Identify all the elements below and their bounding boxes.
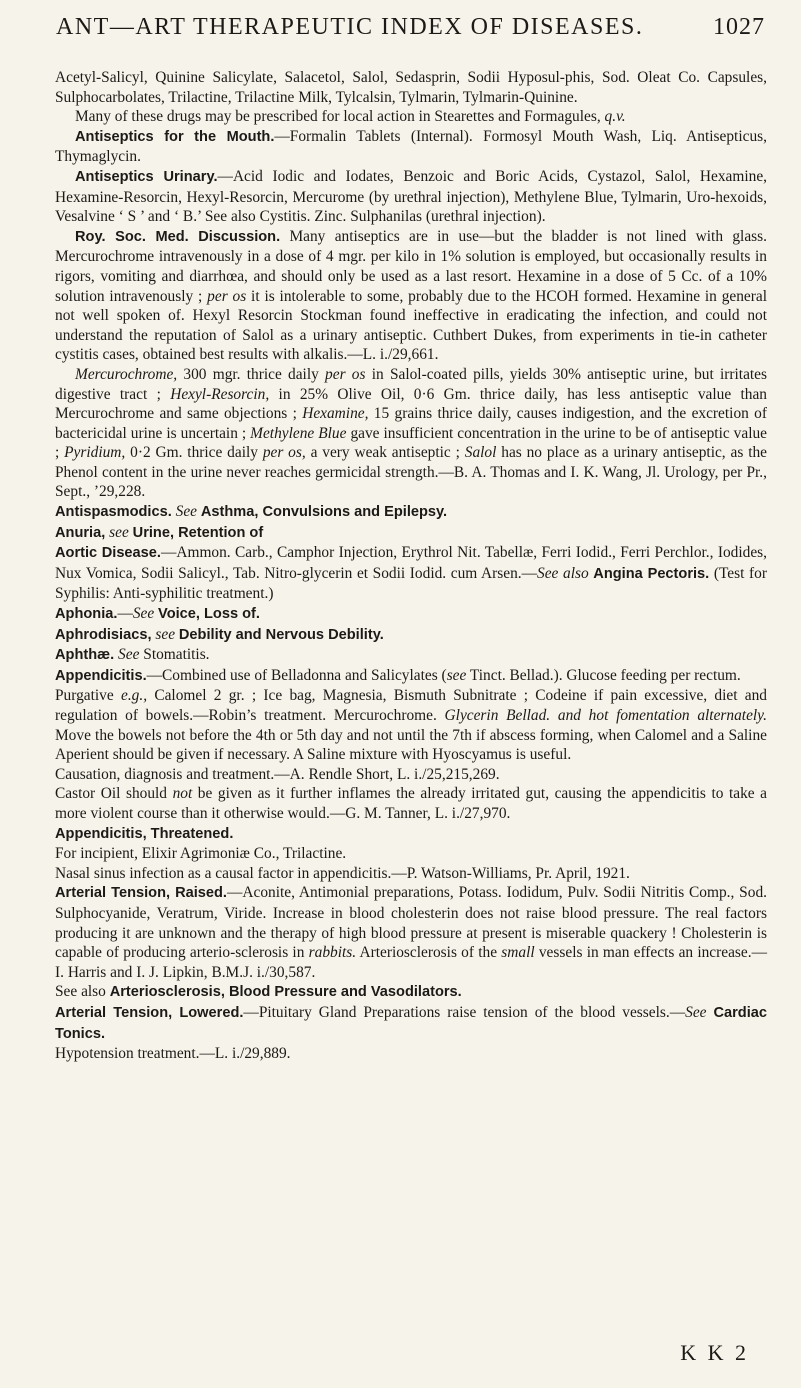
italic-text: See also — [537, 564, 589, 582]
index-headword: Debility and Nervous Debility. — [178, 626, 384, 643]
italic-text: Hexamine, — [302, 405, 369, 423]
italic-text: e.g., — [120, 687, 148, 705]
text-run: Purgative — [55, 687, 121, 705]
italic-text: See — [175, 503, 197, 521]
index-headword: Appendicitis. — [55, 667, 147, 684]
italic-text: per os, — [262, 444, 306, 462]
text-run: (Test for Syphilis: Anti-syphilitic treatment.) — [55, 564, 767, 603]
italic-text: Mercurochrome, — [75, 365, 178, 383]
paragraph — [55, 1044, 767, 1064]
text-run: See also — [55, 983, 110, 1001]
italic-text: small — [501, 944, 535, 962]
index-headword: Aortic Disease. — [55, 545, 161, 562]
text-run: Stomatitis. — [139, 646, 210, 664]
italic-text: Salol — [464, 444, 497, 462]
text-run: 15 grains thrice daily, causes indigestion, and the excretion of bactericidal urine is uncertain ; — [55, 405, 767, 442]
paragraph — [55, 543, 767, 604]
paragraph — [55, 686, 767, 764]
body-text — [55, 68, 767, 1064]
italic-text: not — [172, 785, 193, 803]
index-headword: Roy. Soc. Med. Discussion. — [75, 228, 281, 245]
italic-text: See — [118, 646, 140, 664]
paragraph — [55, 523, 767, 544]
text-run: Calomel 2 gr. ; Ice bag, Magnesia, Bismuth Subnitrate ; Codeine if pain excessive, diet and regulation of bowels.—Robin’s treatment. Mercurochrome. — [55, 687, 767, 724]
text-run: For incipient, Elixir Agrimoniæ Co., Trilactine. — [55, 845, 347, 863]
text-run: —Combined use of Belladonna and Salicylates ( — [146, 666, 447, 684]
index-headword: Arterial Tension, Lowered. — [55, 1004, 244, 1021]
text-run: — — [117, 605, 133, 623]
index-headword: Urine, Retention of — [132, 524, 264, 541]
index-headword: Aphthæ. — [55, 647, 115, 664]
signature-mark: K K 2 — [680, 1340, 749, 1365]
paragraph — [55, 604, 767, 625]
italic-text: See — [132, 605, 155, 623]
paragraph — [55, 625, 767, 646]
paragraph — [55, 127, 767, 167]
text-run: it is intolerable to some, probably due to the HCOH formed. Hexamine in general not well spoken of. Hexyl Resorcin Stockman found ineffective in eradicating the infection, and could not understand the reputation of Salol as a urinary antiseptic. Cuthbert Dukes, from experiments in tie-in catheter cystitis cases, obtained best results with alkalis.—L. i./29,661. — [55, 287, 767, 364]
index-headword: Arterial Tension, Raised. — [55, 885, 227, 902]
text-run: Tinct. Bellad.). Glucose feeding per rectum. — [466, 666, 741, 684]
index-headword: Aphonia. — [55, 606, 118, 623]
italic-text: Glycerin Bellad. and hot fomentation alternately. — [444, 707, 768, 724]
text-run: Acetyl-Salicyl, Quinine Salicylate, Salacetol, Salol, Sedasprin, Sodii Hyposul-phis, Sod. Oleat Co. Capsules, Sulphocarbolates, Trilactine, Trilactine Milk, Tylcalsin, Tylmarin, Tylmarin-Quinine. — [55, 69, 767, 106]
text-run: Castor Oil should — [55, 785, 173, 803]
text-run: in Salol-coated pills, yields 30% antiseptic urine, but irritates digestive tract ; — [55, 365, 767, 403]
paragraph — [55, 784, 767, 823]
italic-text: q.v. — [604, 108, 626, 126]
index-headword: Cardiac Tonics. — [55, 1004, 767, 1042]
text-run: Move the bowels not before the 4th or 5th day and not until the 7th if abscess forming, when Calomel and a Saline Aperient should be given if necessary. A Saline mixture with Hyoscyamus is useful. — [55, 726, 767, 764]
text-run: Causation, diagnosis and treatment.—A. Rendle Short, L. i./25,215,269. — [55, 765, 500, 783]
paragraph — [55, 1003, 767, 1044]
italic-text: See — [685, 1003, 707, 1021]
italic-text: per os — [207, 287, 247, 305]
paragraph — [55, 645, 767, 666]
italic-text: Methylene Blue — [250, 424, 347, 442]
text-run: —Aconite, Antimonial preparations, Potass. Iodidum, Pulv. Sodii Nitritis Comp., Sod. Sulphocyanide, Veratrum, Viride. Increase in blood cholesterin does not raise blood pressure. The real factors producing it are unknown and the therapy of high blood pressure at present is miserable quackery ! Cholesterin is capable of producing arterio-sclerosis in — [55, 884, 767, 962]
text-run: Arteriosclerosis of the — [356, 944, 502, 962]
paragraph — [55, 365, 767, 502]
italic-text: see — [155, 625, 176, 643]
paragraph — [55, 864, 767, 884]
paragraph — [55, 844, 767, 864]
index-headword: Angina Pectoris. — [593, 565, 710, 582]
paragraph — [55, 68, 767, 107]
text-run: a very weak antiseptic ; — [305, 444, 465, 462]
italic-text: see — [109, 523, 129, 541]
paragraph — [55, 765, 767, 785]
paragraph — [55, 107, 767, 127]
text-run: —Formalin Tablets (Internal). Formosyl Mouth Wash, Liq. Antisepticus, Thymaglycin. — [55, 127, 767, 166]
italic-text: Pyridium, — [64, 444, 126, 462]
italic-text: see — [446, 666, 467, 684]
text-run: Nasal sinus infection as a causal factor in appendicitis.—P. Watson-Williams, Pr. April, 1921. — [55, 864, 630, 882]
text-run: —Acid Iodic and Iodates, Benzoic and Boric Acids, Cystazol, Salol, Hexamine, Hexamine-Resorcin, Hexyl-Resorcin, Mercurome (by urethral injection), Methylene Blue, Tylmarin, Uro-hexoids, Vesalvine ‘ S ’ and ‘ B.’ See also Cystitis. Zinc. Sulphanilas (urethral injection). — [55, 167, 767, 226]
paragraph — [55, 824, 767, 845]
index-headword: Arteriosclerosis, Blood Pressure and Vasodilators. — [109, 984, 462, 1001]
running-title: ANT—ART THERAPEUTIC INDEX OF DISEASES. — [56, 14, 644, 40]
italic-text: rabbits. — [308, 944, 357, 962]
paragraph — [55, 666, 767, 687]
index-headword: Asthma, Convulsions and Epilepsy. — [200, 504, 448, 521]
text-run: gave insufficient concentration in the urine to be of antiseptic value ; — [55, 424, 768, 462]
index-headword: Anuria, — [55, 524, 106, 541]
text-run: —Ammon. Carb., Camphor Injection, Erythrol Nit. Tabellæ, Ferri Iodid., Ferri Perchlor., Iodides, Nux Vomica, Sodii Salicyl., Tab. Nitro-glycerin et Sodii Iodid. cum Arsen.— — [55, 544, 768, 582]
index-headword: Antiseptics for the Mouth. — [75, 128, 275, 145]
text-run: Hypotension treatment.—L. i./29,889. — [55, 1045, 291, 1063]
text-run: —Pituitary Gland Preparations raise tension of the blood vessels.— — [243, 1003, 686, 1021]
index-headword: Voice, Loss of. — [158, 606, 260, 623]
paragraph — [55, 982, 767, 1003]
index-headword: Appendicitis, Threatened. — [55, 825, 234, 842]
text-run: Many of these drugs may be prescribed for local action in Stearettes and Formagules, — [75, 108, 605, 126]
text-run: vessels in man effects an increase.—I. Harris and I. J. Lipkin, B.M.J. i./30,587. — [55, 944, 767, 981]
running-header — [56, 14, 771, 54]
index-headword: Aphrodisiacs, — [55, 626, 152, 643]
index-headword: Antispasmodics. — [55, 504, 172, 521]
paragraph — [55, 502, 767, 523]
page-number: 1027 — [713, 14, 765, 40]
paragraph — [55, 167, 767, 227]
italic-text: Hexyl-Resorcin, — [170, 385, 270, 403]
index-headword: Antiseptics Urinary. — [75, 168, 218, 185]
text-run: has no place as a urinary antiseptic, as the Phenol content in the urine never reaches germicidal strength.—B. A. Thomas and I. K. Wang, Jl. Urology, per Pr., Sept., ’29,228. — [55, 444, 767, 501]
italic-text: per os — [325, 365, 366, 383]
text-run: in 25% Olive Oil, 0·6 Gm. thrice daily, has less antiseptic value than Mercurochrome and same objections ; — [55, 385, 767, 423]
text-run: Many antiseptics are in use—but the bladder is not lined with glass. Mercurochrome intravenously in a dose of 4 mgr. per kilo in 1% solution is employed, but occasionally results in rigors, vomiting and diarrhœa, and should only be used as a last resort. Hexamine in a dose of 5 Cc. of a 10% solution intravenously ; — [55, 227, 767, 305]
text-run: 300 mgr. thrice daily — [177, 365, 326, 383]
text-run: be given as it further inflames the already irritated gut, causing the appendicitis to take a more violent course than it otherwise would.—G. M. Tanner, L. i./27,970. — [55, 785, 767, 822]
text-run: 0·2 Gm. thrice daily — [125, 444, 263, 462]
paragraph — [55, 227, 767, 365]
paragraph — [55, 883, 767, 982]
